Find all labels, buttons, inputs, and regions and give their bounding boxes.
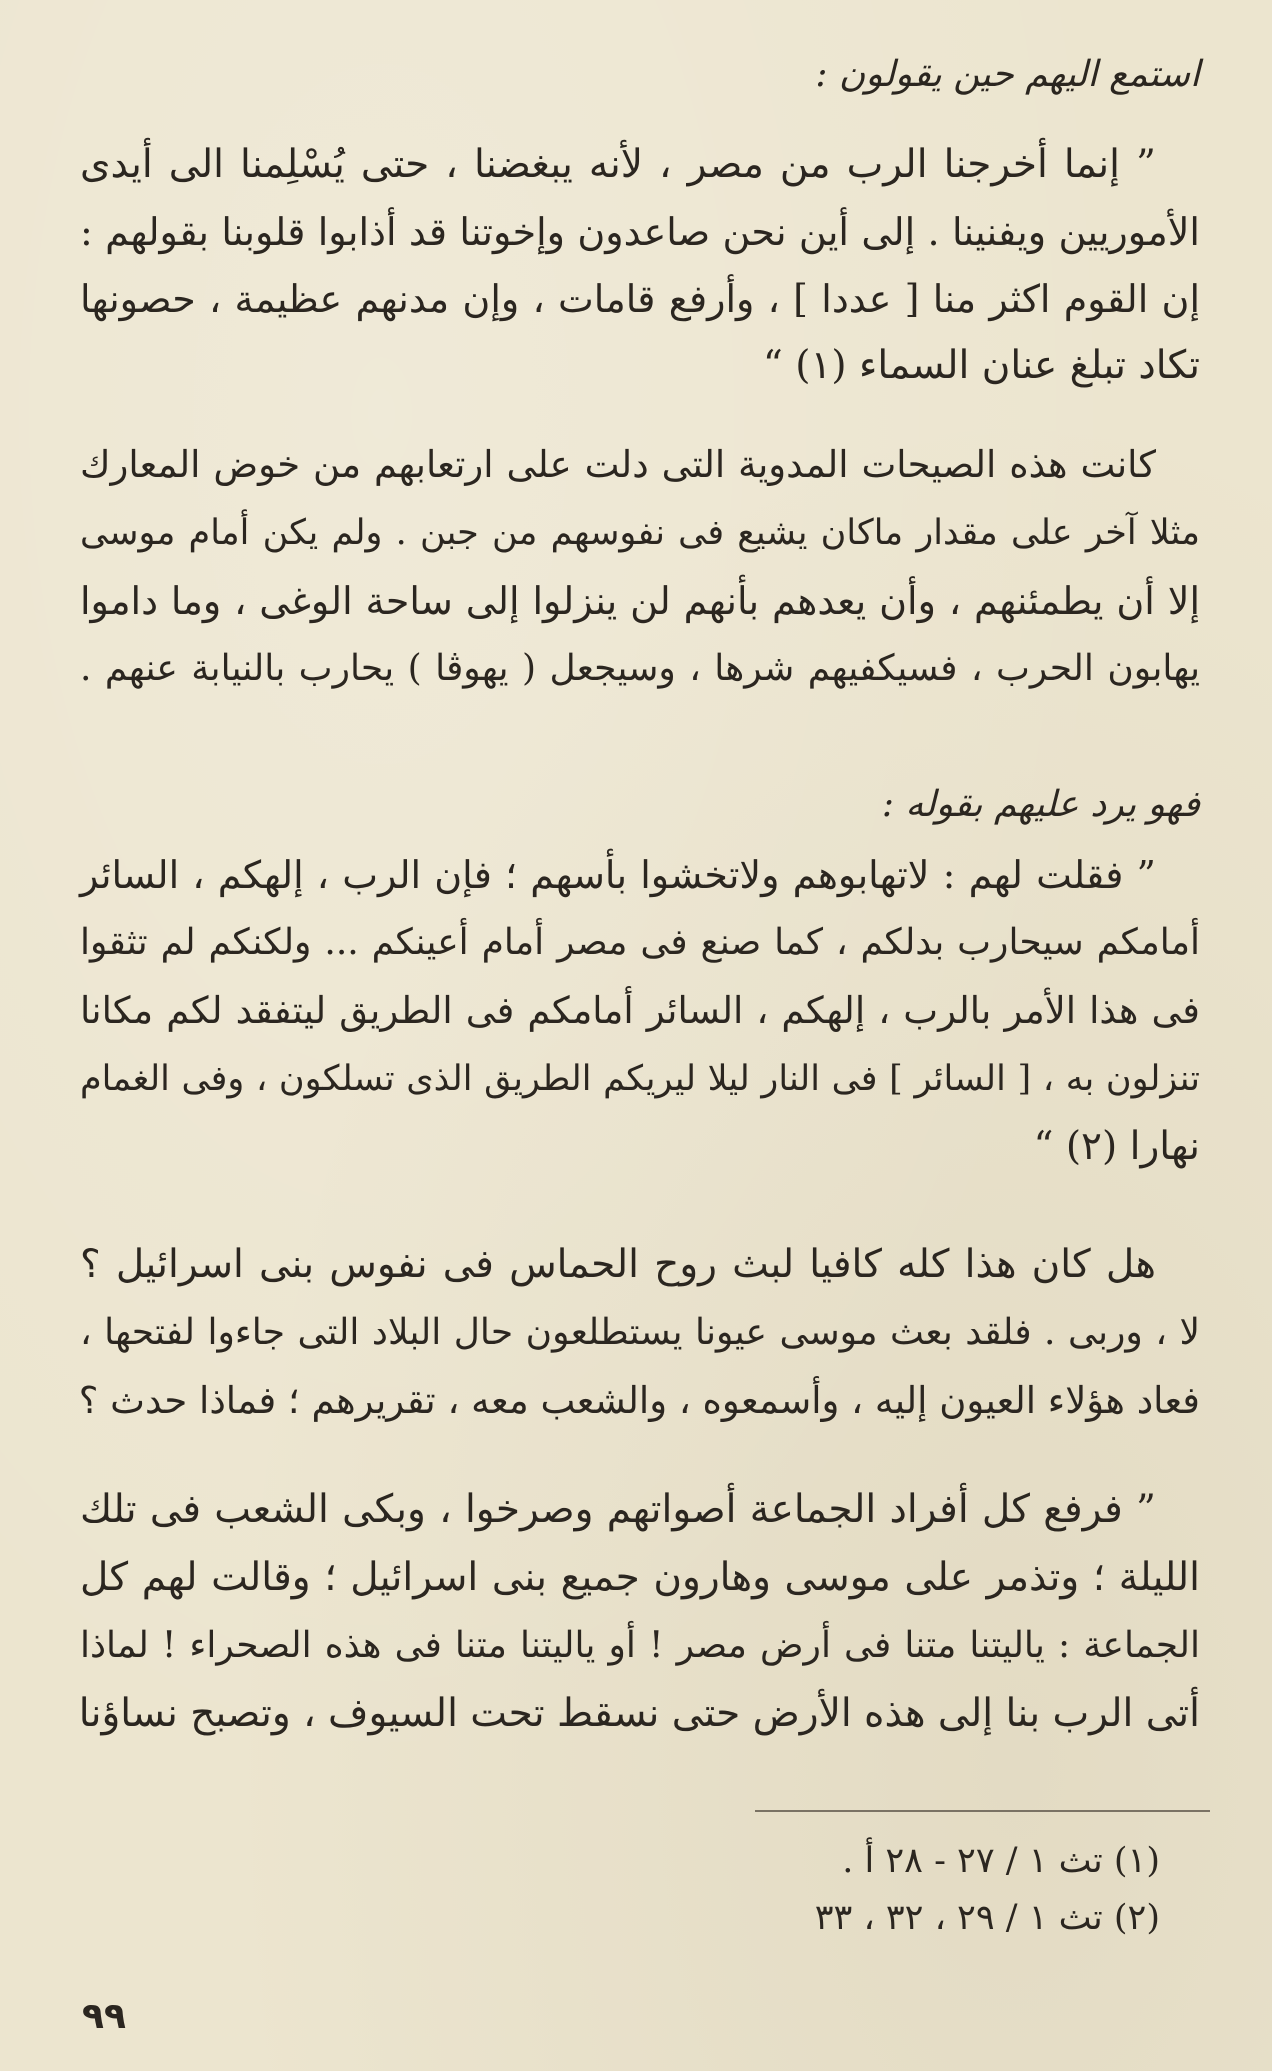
text-line: كانت هذه الصيحات المدوية التى دلت على ارتعابهم من خوض المعارك <box>80 443 1156 486</box>
text-line: الجماعة : ياليتنا متنا فى أرض مصر ! أو ياليتنا متنا فى هذه الصحراء ! لماذا <box>80 1625 1200 1666</box>
text-line: يهابون الحرب ، فسيكفيهم شرها ، وسيجعل ( يهوڤا ) يحارب بالنيابة عنهم . <box>80 648 1200 689</box>
text-line: إلا أن يطمئنهم ، وأن يعدهم بأنهم لن ينزلوا إلى ساحة الوغى ، وما داموا <box>80 579 1200 623</box>
text-line: الأموريين ويفنينا . إلى أين نحن صاعدون وإخوتنا قد أذابوا قلوبنا بقولهم : <box>80 210 1200 254</box>
page-number: ٩٩ <box>82 1996 126 2037</box>
text-line: ” فقلت لهم : لاتهابوهم ولاتخشوا بأسهم ؛ فإن الرب ، إلهكم ، السائر <box>80 853 1156 897</box>
text-line: الليلة ؛ وتذمر على موسى وهارون جميع بنى اسرائيل ؛ وقالت لهم كل <box>80 1555 1200 1600</box>
footnote-divider <box>755 1810 1210 1812</box>
text-line: ” إنما أخرجنا الرب من مصر ، لأنه يبغضنا ، حتى يُسْلِمنا الى أيدى <box>80 142 1156 187</box>
text-line: نهارا (٢) “ <box>1033 1124 1200 1169</box>
text-line: لا ، وربى . فلقد بعث موسى عيونا يستطلعون حال البلاد التى جاءوا لفتحها ، <box>80 1312 1200 1353</box>
text-line: ” فرفع كل أفراد الجماعة أصواتهم وصرخوا ، وبكى الشعب فى تلك <box>80 1487 1156 1532</box>
text-line: أتى الرب بنا إلى هذه الأرض حتى نسقط تحت السيوف ، وتصبح نساؤنا <box>78 1691 1200 1736</box>
text-line: فعاد هؤلاء العيون إليه ، وأسمعوه ، والشعب معه ، تقريرهم ؛ فماذا حدث ؟ <box>78 1379 1200 1422</box>
text-line: تنزلون به ، [ السائر ] فى النار ليلا ليريكم الطريق الذى تسلكون ، وفى الغمام <box>80 1059 1200 1099</box>
text-line: استمع اليهم حين يقولون : <box>815 54 1200 95</box>
text-line: هل كان هذا كله كافيا لبث روح الحماس فى نفوس بنى اسرائيل ؟ <box>80 1242 1156 1287</box>
footnote-2: (٢) تث ١ / ٢٩ ، ٣٢ ، ٣٣ <box>814 1898 1160 1938</box>
text-line: إن القوم اكثر منا [ عددا ] ، وأرفع قامات ، وإن مدنهم عظيمة ، حصونها <box>80 277 1200 321</box>
text-line: فى هذا الأمر بالرب ، إلهكم ، السائر أمامكم فى الطريق ليتفقد لكم مكانا <box>80 989 1200 1032</box>
text-line: أمامكم سيحارب بدلكم ، كما صنع فى مصر أمام أعينكم ... ولكنكم لم تثقوا <box>80 922 1200 963</box>
text-line: مثلا آخر على مقدار ماكان يشيع فى نفوسهم من جبن . ولم يكن أمام موسى <box>80 513 1200 553</box>
footnote-1: (١) تث ١ / ٢٧ - ٢٨ أ . <box>842 1841 1160 1881</box>
text-line: تكاد تبلغ عنان السماء (١) “ <box>762 343 1200 388</box>
text-line: فهو يرد عليهم بقوله : <box>881 784 1200 825</box>
